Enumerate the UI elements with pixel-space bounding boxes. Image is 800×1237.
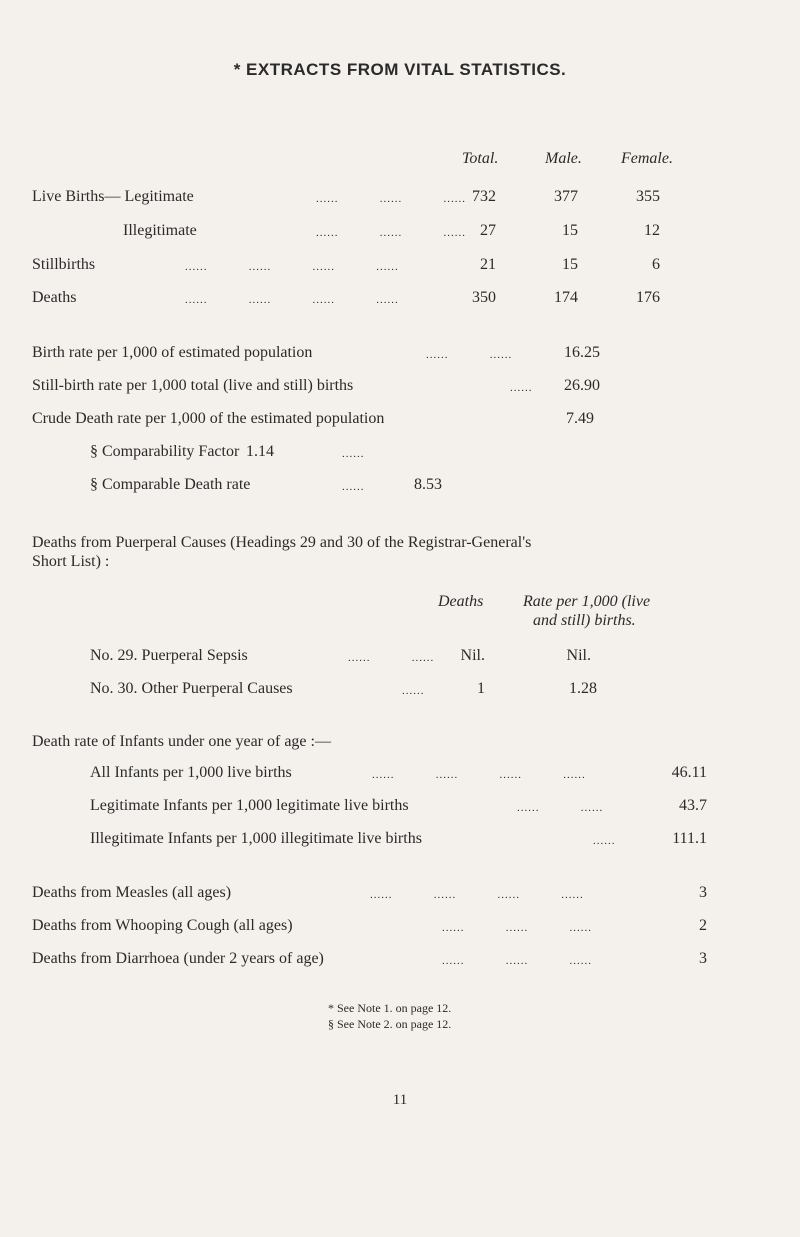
puerperal-heading: Short List) : <box>32 553 110 570</box>
births-row-label: Stillbirths <box>32 256 96 273</box>
page-title: * EXTRACTS FROM VITAL STATISTICS. <box>233 60 567 79</box>
puerperal-deaths: Nil. <box>460 647 485 664</box>
rate-value: 16.25 <box>564 344 600 361</box>
puerperal-deaths: 1 <box>477 680 485 697</box>
disease-label: Deaths from Measles (all ages) <box>32 884 232 901</box>
leader-dots: ...... <box>402 685 425 697</box>
leader-dots: ...... ...... <box>517 802 604 814</box>
rate-label: § Comparable Death rate <box>90 476 251 493</box>
infants-row-label: Legitimate Infants per 1,000 legitimate live births <box>90 797 409 814</box>
infants-value: 46.11 <box>671 764 707 781</box>
disease-value: 3 <box>699 884 707 901</box>
births-male: 15 <box>562 256 578 273</box>
births-row-label: Live Births— Legitimate <box>32 188 194 205</box>
births-female: 355 <box>636 188 660 205</box>
births-female: 12 <box>644 222 660 239</box>
births-row-label: Illegitimate <box>123 222 197 239</box>
col-rate: and still) births. <box>533 612 636 629</box>
col-deaths: Deaths <box>438 593 484 610</box>
births-male: 377 <box>554 188 578 205</box>
disease-label: Deaths from Whooping Cough (all ages) <box>32 917 293 934</box>
rate-label: § Comparability Factor <box>90 443 240 460</box>
header-total: Total. <box>462 150 499 167</box>
births-total: 732 <box>472 188 496 205</box>
puerperal-rate: Nil. <box>566 647 591 664</box>
births-total: 27 <box>480 222 496 239</box>
leader-dots: ...... ...... ...... <box>442 922 592 934</box>
births-total: 21 <box>480 256 496 273</box>
infants-heading: Death rate of Infants under one year of age :— <box>32 733 331 750</box>
rate-label: Crude Death rate per 1,000 of the estimated population <box>32 410 385 427</box>
rate-value: 26.90 <box>564 377 600 394</box>
leader-dots: ...... <box>593 835 616 847</box>
leader-dots: ...... ...... ...... <box>316 193 466 205</box>
puerperal-row-label: No. 29. Puerperal Sepsis <box>90 647 248 664</box>
footnote: * See Note 1. on page 12. <box>328 1001 452 1015</box>
page-number: 11 <box>392 1092 408 1108</box>
header-male: Male. <box>545 150 582 167</box>
disease-label: Deaths from Diarrhoea (under 2 years of age) <box>32 950 324 967</box>
rate-label: Birth rate per 1,000 of estimated population <box>32 344 313 361</box>
infants-value: 111.1 <box>672 830 707 847</box>
leader-dots: ...... <box>342 448 365 460</box>
infants-row-label: All Infants per 1,000 live births <box>90 764 292 781</box>
leader-dots: ...... ...... ...... ...... <box>185 294 399 306</box>
leader-dots: ...... ...... ...... ...... <box>370 889 584 901</box>
header-female: Female. <box>621 150 673 167</box>
footnote: § See Note 2. on page 12. <box>328 1017 452 1031</box>
leader-dots: ...... ...... ...... <box>316 227 466 239</box>
infants-row-label: Illegitimate Infants per 1,000 illegitimate live births <box>90 830 422 847</box>
disease-value: 3 <box>699 950 707 967</box>
rate-label: Still-birth rate per 1,000 total (live and still) births <box>32 377 354 394</box>
births-male: 174 <box>554 289 578 306</box>
leader-dots: ...... ...... ...... ...... <box>372 769 586 781</box>
col-rate: Rate per 1,000 (live <box>523 593 651 610</box>
leader-dots: ...... ...... <box>426 349 513 361</box>
disease-value: 2 <box>699 917 707 934</box>
births-row-label: Deaths <box>32 289 77 306</box>
births-total: 350 <box>472 289 496 306</box>
leader-dots: ...... <box>342 481 365 493</box>
puerperal-rate: 1.28 <box>569 680 597 697</box>
rate-value: 1.14 <box>246 443 274 460</box>
leader-dots: ...... ...... ...... <box>442 955 592 967</box>
puerperal-row-label: No. 30. Other Puerperal Causes <box>90 680 293 697</box>
leader-dots: ...... ...... <box>348 652 435 664</box>
puerperal-heading: Deaths from Puerperal Causes (Headings 29 and 30 of the Registrar-General's <box>32 534 532 551</box>
rate-value: 7.49 <box>566 410 594 427</box>
births-male: 15 <box>562 222 578 239</box>
infants-value: 43.7 <box>679 797 707 814</box>
leader-dots: ...... ...... ...... ...... <box>185 261 399 273</box>
rate-value: 8.53 <box>414 476 442 493</box>
births-female: 6 <box>652 256 660 273</box>
leader-dots: ...... <box>510 382 533 394</box>
births-female: 176 <box>636 289 660 306</box>
